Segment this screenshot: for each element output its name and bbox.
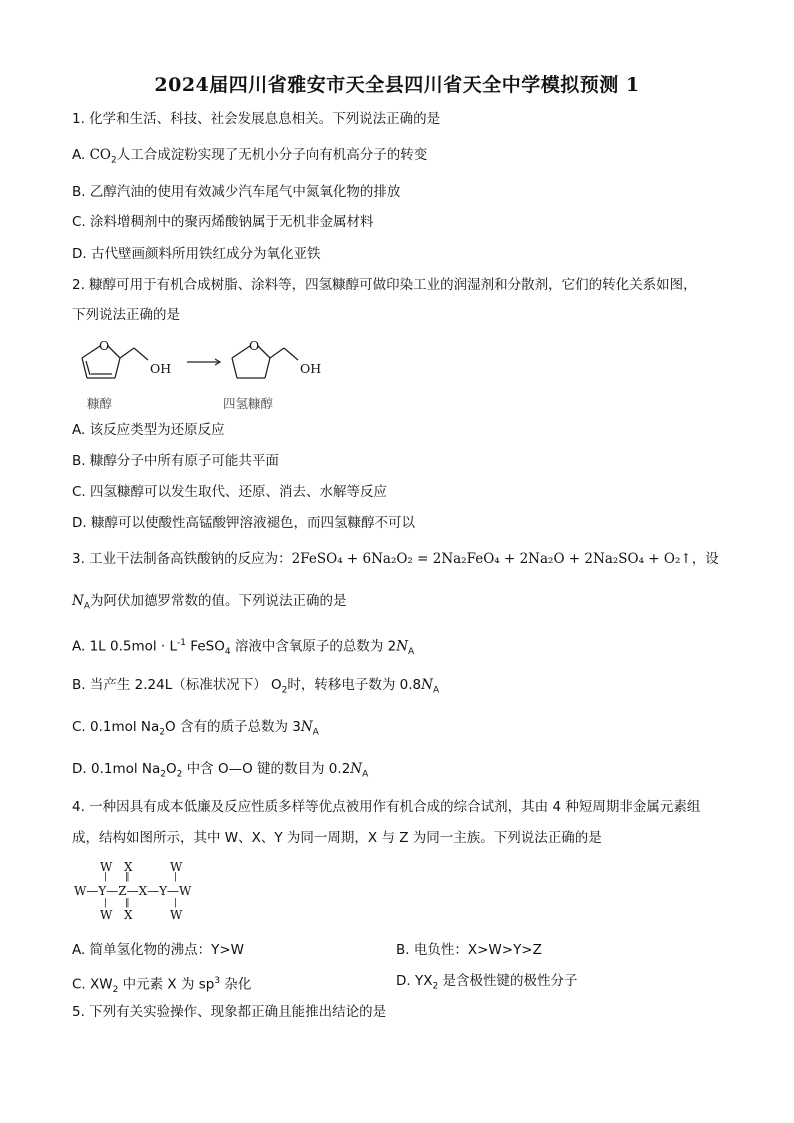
q1-option-b: B. 乙醇汽油的使用有效减少汽车尾气中氮氧化物的排放	[72, 184, 401, 200]
q3-option-c: C. 0.1mol $Na_2O$ 含有的质子总数为 $3N_A$	[72, 719, 319, 738]
q5-stem: 5. 下列有关实验操作、现象都正确且能推出结论的是	[72, 1004, 387, 1020]
furfuryl-alcohol-caption: 糠醇	[87, 396, 113, 411]
struct-main-chain: W—Y—Z—X—Y—W	[74, 884, 192, 898]
q1-option-a: A. $CO_2$人工合成淀粉实现了无机小分子向有机高分子的转变	[72, 147, 428, 166]
q2-option-d: D. 糠醇可以使酸性高锰酸钾溶液褪色，而四氢糠醇不可以	[72, 515, 415, 531]
q4-structure-diagram: W X W | ‖ | W—Y—Z—X—Y—W | ‖ | W X W	[74, 860, 192, 922]
furfuryl-alcohol-structure	[82, 346, 148, 378]
q3-stem-line1: 3. 工业干法制备高铁酸钠的反应为：2FeSO₄ + 6Na₂O₂ = 2Na₂FeO₄ + 2Na₂O + 2Na₂SO₄ + O₂↑，设	[72, 551, 719, 567]
page-title: 2024届四川省雅安市天全县四川省天全中学模拟预测 1	[154, 74, 640, 96]
thf-oxygen-label: O	[249, 338, 260, 353]
q4-option-b: B. 电负性：X>W>Y>Z	[396, 942, 542, 958]
reaction-arrow	[187, 359, 220, 365]
q3-stem-line2: $N_A$为阿伏加德罗常数的值。下列说法正确的是	[72, 593, 347, 612]
q4-option-c: C. $XW_2$ 中元素 X 为 $sp^3$ 杂化	[72, 976, 252, 996]
q3-equation: 2FeSO₄ + 6Na₂O₂ = 2Na₂FeO₄ + 2Na₂O + 2Na₂SO₄ + O₂↑	[291, 551, 692, 567]
q3-option-d: D. 0.1mol $Na_2O_2$ 中含 O—O 键的数目为 $0.2N_A$	[72, 761, 369, 780]
furan-oxygen-label: O	[99, 338, 110, 353]
q1-option-c: C. 涂料增稠剂中的聚丙烯酸钠属于无机非金属材料	[72, 214, 374, 230]
tetrahydrofurfuryl-alcohol-structure	[232, 346, 298, 378]
q3-option-a: A. 1L $0.5mol \cdot L^{-1}$ FeSO$_4$ 溶液中含氧原子的总数为 $2N_A$	[72, 638, 415, 658]
tetrahydrofurfuryl-alcohol-caption: 四氢糠醇	[223, 396, 274, 411]
struct-top-w1: W	[100, 860, 113, 874]
q1-option-d: D. 古代壁画颜料所用铁红成分为氧化亚铁	[72, 246, 321, 262]
q2-option-c: C. 四氢糠醇可以发生取代、还原、消去、水解等反应	[72, 484, 388, 500]
struct-bot-w1: W	[100, 908, 113, 922]
struct-bot-w2: W	[170, 908, 183, 922]
q3-option-b: B. 当产生 2.24L（标准状况下） $O_2$时，转移电子数为 $0.8N_A$	[72, 677, 440, 696]
struct-top-w2: W	[170, 860, 183, 874]
q4-stem-line2: 成，结构如图所示，其中 W、X、Y 为同一周期，X 与 Z 为同一主族。下列说法正确的是	[72, 830, 602, 846]
struct-bot-x: X	[124, 908, 133, 922]
q2-option-b: B. 糠醇分子中所有原子可能共平面	[72, 453, 279, 469]
q4-option-a: A. 简单氢化物的沸点：Y>W	[72, 942, 244, 958]
q4-option-d: D. $YX_2$ 是含极性键的极性分子	[396, 973, 578, 992]
q1-stem: 1. 化学和生活、科技、社会发展息息相关。下列说法正确的是	[72, 111, 441, 127]
q4-stem-line1: 4. 一种因具有成本低廉及反应性质多样等优点被用作有机合成的综合试剂，其由 4 种短周期非金属元素组	[72, 799, 701, 815]
thf-oh-label: OH	[300, 361, 322, 376]
struct-top-x: X	[124, 860, 133, 874]
furan-oh-label: OH	[150, 361, 172, 376]
q2-option-a: A. 该反应类型为还原反应	[72, 422, 225, 438]
q2-stem-line2: 下列说法正确的是	[72, 307, 180, 323]
q2-stem-line1: 2. 糠醇可用于有机合成树脂、涂料等，四氢糠醇可做印染工业的润湿剂和分散剂，它们的转化关系如图，	[72, 277, 697, 293]
